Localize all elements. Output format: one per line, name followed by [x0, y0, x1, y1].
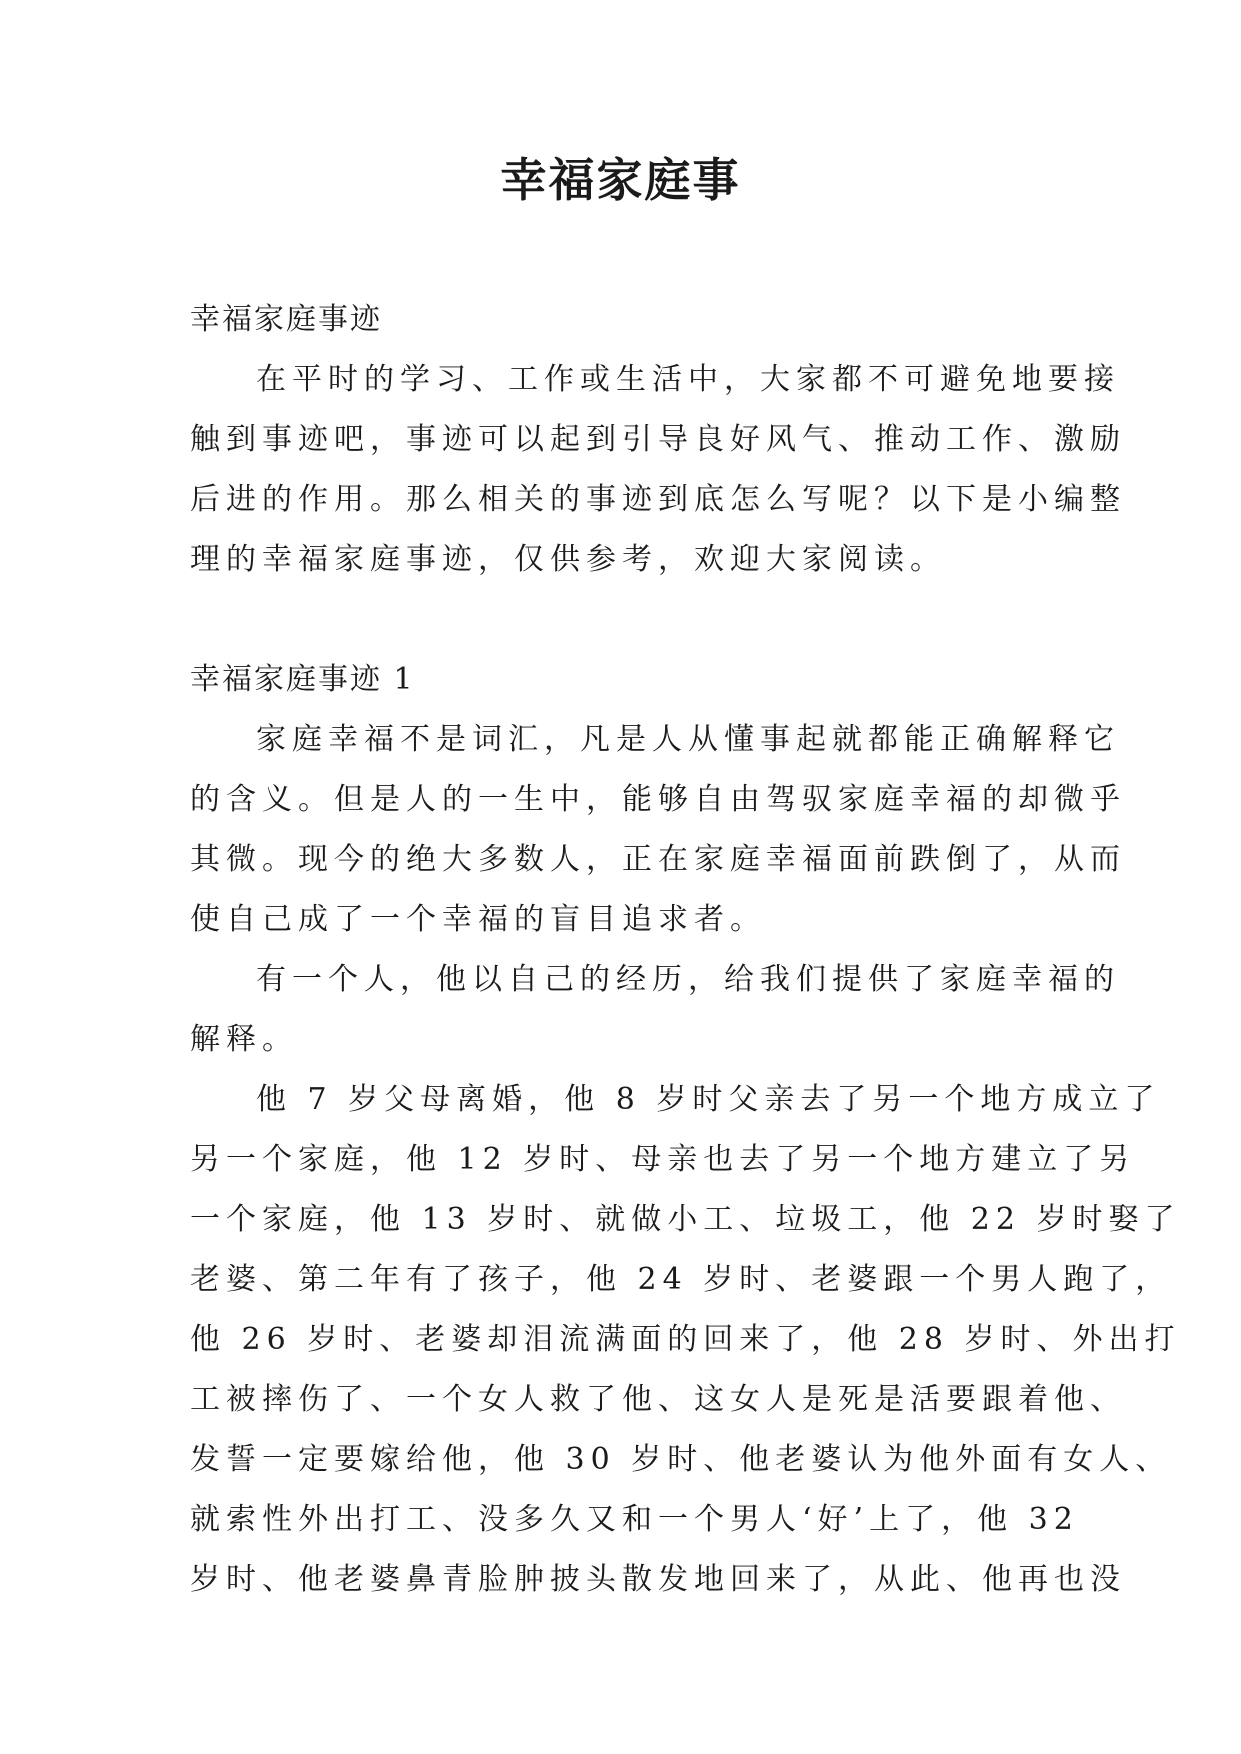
section1-para3-line: 工被摔伤了、一个女人救了他、这女人是死是活要跟着他、	[190, 1382, 1126, 1417]
section1-para1-line: 使自己成了一个幸福的盲目追求者。	[190, 902, 766, 937]
section1-para3-line: 岁时、他老婆鼻青脸肿披头散发地回来了，从此、他再也没	[190, 1562, 1126, 1597]
section1-para1-line: 家庭幸福不是词汇，凡是人从懂事起就都能正确解释它	[256, 722, 1120, 757]
section1-heading: 幸福家庭事迹 1	[190, 662, 415, 697]
section1-para3-line: 就索性外出打工、没多久又和一个男人‘好’上了，他 32	[190, 1502, 1079, 1537]
section1-para3-line: 发誓一定要嫁给他，他 30 岁时、他老婆认为他外面有女人、	[190, 1442, 1172, 1477]
section1-para3-line: 老婆、第二年有了孩子，他 24 岁时、老婆跟一个男人跑了，	[190, 1262, 1172, 1297]
section1-para1-line: 的含义。但是人的一生中，能够自由驾驭家庭幸福的却微乎	[190, 782, 1126, 817]
section1-para2-line: 解释。	[190, 1022, 298, 1057]
section-spacer	[190, 590, 1070, 650]
intro-line: 在平时的学习、工作或生活中，大家都不可避免地要接	[256, 362, 1120, 397]
section1-para2-line: 有一个人，他以自己的经历，给我们提供了家庭幸福的	[256, 962, 1120, 997]
section1-para3-line: 他 26 岁时、老婆却泪流满面的回来了，他 28 岁时、外出打	[190, 1322, 1181, 1357]
section1-para3-line: 一个家庭，他 13 岁时、就做小工、垃圾工，他 22 岁时娶了	[190, 1202, 1181, 1237]
intro-heading: 幸福家庭事迹	[190, 302, 382, 337]
document-body	[190, 290, 1181, 1610]
document-title: 幸福家庭事	[500, 153, 741, 207]
section1-para3-line: 另一个家庭，他 12 岁时、母亲也去了另一个地方建立了另	[190, 1142, 1136, 1177]
intro-line: 后进的作用。那么相关的事迹到底怎么写呢？以下是小编整	[190, 482, 1126, 517]
intro-line: 理的幸福家庭事迹，仅供参考，欢迎大家阅读。	[190, 542, 946, 577]
section1-para3-line: 他 7 岁父母离婚，他 8 岁时父亲去了另一个地方成立了	[256, 1082, 1161, 1117]
intro-line: 触到事迹吧，事迹可以起到引导良好风气、推动工作、激励	[190, 422, 1126, 457]
section1-para1-line: 其微。现今的绝大多数人，正在家庭幸福面前跌倒了，从而	[190, 842, 1126, 877]
